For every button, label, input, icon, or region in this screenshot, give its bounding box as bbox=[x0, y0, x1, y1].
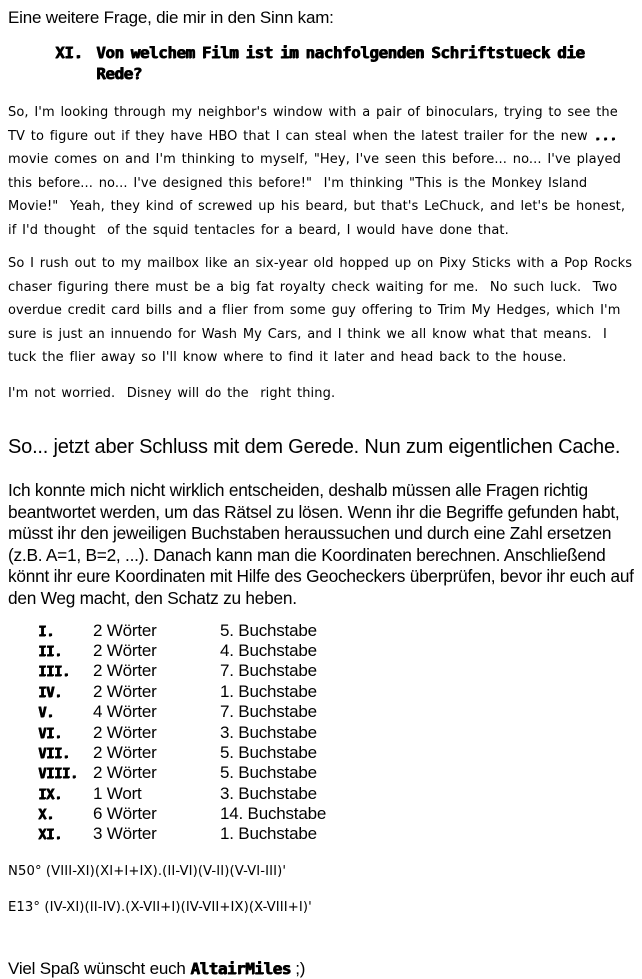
question-block bbox=[55, 42, 634, 84]
footer-smiley: ;) bbox=[290, 958, 306, 978]
clue-letter-position: 5. Buchstabe bbox=[220, 742, 317, 762]
clue-numeral: II. bbox=[38, 643, 62, 660]
clue-numeral: XI. bbox=[38, 827, 62, 844]
clue-letter-position: 1. Buchstabe bbox=[220, 824, 317, 844]
author-name: AltairMiles bbox=[190, 958, 291, 978]
clue-numeral: IV. bbox=[38, 684, 62, 701]
story-p1-before: So, I'm looking through my neighbor's window with a pair of binoculars, trying to see the TV to figure out if they have HBO that I can steal when the latest trailer for the new bbox=[8, 105, 624, 144]
clue-numeral: IX. bbox=[38, 786, 62, 803]
clue-word-count: 2 Wörter bbox=[93, 661, 157, 681]
censored-movie-title: ... bbox=[593, 128, 617, 144]
clue-numeral: III. bbox=[38, 664, 70, 681]
clue-letter-position: 7. Buchstabe bbox=[220, 702, 317, 722]
clue-row bbox=[8, 743, 634, 763]
clue-word-count: 6 Wörter bbox=[93, 804, 157, 824]
clue-row bbox=[8, 763, 634, 783]
clue-word-count: 4 Wörter bbox=[93, 702, 157, 722]
clue-letter-position: 3. Buchstabe bbox=[220, 783, 317, 803]
clue-word-count: 2 Wörter bbox=[93, 722, 157, 742]
question-text: Von welchem Film ist im nachfolgenden Schriftstueck die Rede? bbox=[96, 43, 585, 83]
clue-list bbox=[8, 621, 634, 845]
clue-row bbox=[8, 702, 634, 722]
clue-numeral: VIII. bbox=[38, 766, 78, 783]
coordinate-north: N50° (VIII-XI)(XI+I+IX).(II-VI)(V-II)(V-VI-III)' bbox=[8, 863, 287, 879]
clue-row bbox=[8, 641, 634, 661]
clue-word-count: 2 Wörter bbox=[93, 620, 157, 640]
clue-letter-position: 14. Buchstabe bbox=[220, 804, 327, 824]
clue-word-count: 2 Wörter bbox=[93, 681, 157, 701]
clue-numeral: V. bbox=[38, 705, 54, 722]
footer-line bbox=[8, 959, 634, 979]
question-numeral: XI. bbox=[55, 43, 83, 62]
clue-word-count: 2 Wörter bbox=[93, 742, 157, 762]
clue-row bbox=[8, 723, 634, 743]
clue-letter-position: 3. Buchstabe bbox=[220, 722, 317, 742]
transition-line: So... jetzt aber Schluss mit dem Gerede. Nun zum eigentlichen Cache. bbox=[8, 436, 621, 458]
clue-word-count: 2 Wörter bbox=[93, 763, 157, 783]
story-paragraph-3: I'm not worried. Disney will do the right thing. bbox=[8, 385, 336, 401]
clue-numeral: X. bbox=[38, 807, 54, 824]
clue-letter-position: 4. Buchstabe bbox=[220, 640, 317, 660]
clue-row bbox=[8, 784, 634, 804]
clue-word-count: 3 Wörter bbox=[93, 824, 157, 844]
clue-letter-position: 5. Buchstabe bbox=[220, 620, 317, 640]
story-paragraph-1 bbox=[8, 101, 634, 242]
clue-numeral: VII. bbox=[38, 745, 70, 762]
intro-line: Eine weitere Frage, die mir in den Sinn kam: bbox=[8, 8, 334, 27]
clue-row bbox=[8, 661, 634, 681]
coordinate-east: E13° (IV-XI)(II-IV).(X-VII+I)(IV-VII+IX)(X-VIII+I)' bbox=[8, 899, 312, 915]
instructions-paragraph: Ich konnte mich nicht wirklich entscheiden, deshalb müssen alle Fragen richtig beantwortet werden, um das Rätsel zu lösen. Wenn ihr die Begriffe gefunden habt, müsst ihr den jeweiligen Buchstaben heraussuchen und durch eine Zahl ersetzen (z.B. A=1, B=2, ...). Danach kann man die Koordinaten berechnen. Anschließend könnt ihr eure Koordinaten mit Hilfe des Geocheckers überprüfen, bevor ihr euch auf den Weg macht, den Schatz zu heben. bbox=[8, 480, 634, 608]
clue-row bbox=[8, 621, 634, 641]
clue-letter-position: 5. Buchstabe bbox=[220, 763, 317, 783]
clue-row bbox=[8, 804, 634, 824]
clue-letter-position: 7. Buchstabe bbox=[220, 661, 317, 681]
clue-letter-position: 1. Buchstabe bbox=[220, 681, 317, 701]
clue-word-count: 1 Wort bbox=[93, 783, 142, 803]
story-p1-after: movie comes on and I'm thinking to myself, "Hey, I've seen this before... no... I've played this before... no... I've designed this before!" I'm thinking "This is the Monkey Island Movie!" Yeah, they kind of screwed up his beard, but that's LeChuck, and let's be honest, if I'd thought of the squid tentacles for a beard, I would have done that. bbox=[8, 128, 631, 238]
coordinates-block bbox=[8, 864, 634, 916]
clue-numeral: I. bbox=[38, 623, 54, 640]
clue-word-count: 2 Wörter bbox=[93, 640, 157, 660]
clue-row bbox=[8, 824, 634, 844]
clue-numeral: VI. bbox=[38, 725, 62, 742]
footer-prefix: Viel Spaß wünscht euch bbox=[8, 958, 191, 978]
clue-row bbox=[8, 682, 634, 702]
story-paragraph-2: So I rush out to my mailbox like an six-year old hopped up on Pixy Sticks with a Pop Rocks chaser figuring there must be a big fat royalty check waiting for me. No such luck. Two overdue credit card bills and a flier from some guy offering to Trim My Hedges, which I'm sure is just an innuendo for Wash My Cars, and I think we all know what that means. I tuck the flier away so I'll know where to find it later and head back to the house. bbox=[8, 256, 638, 365]
